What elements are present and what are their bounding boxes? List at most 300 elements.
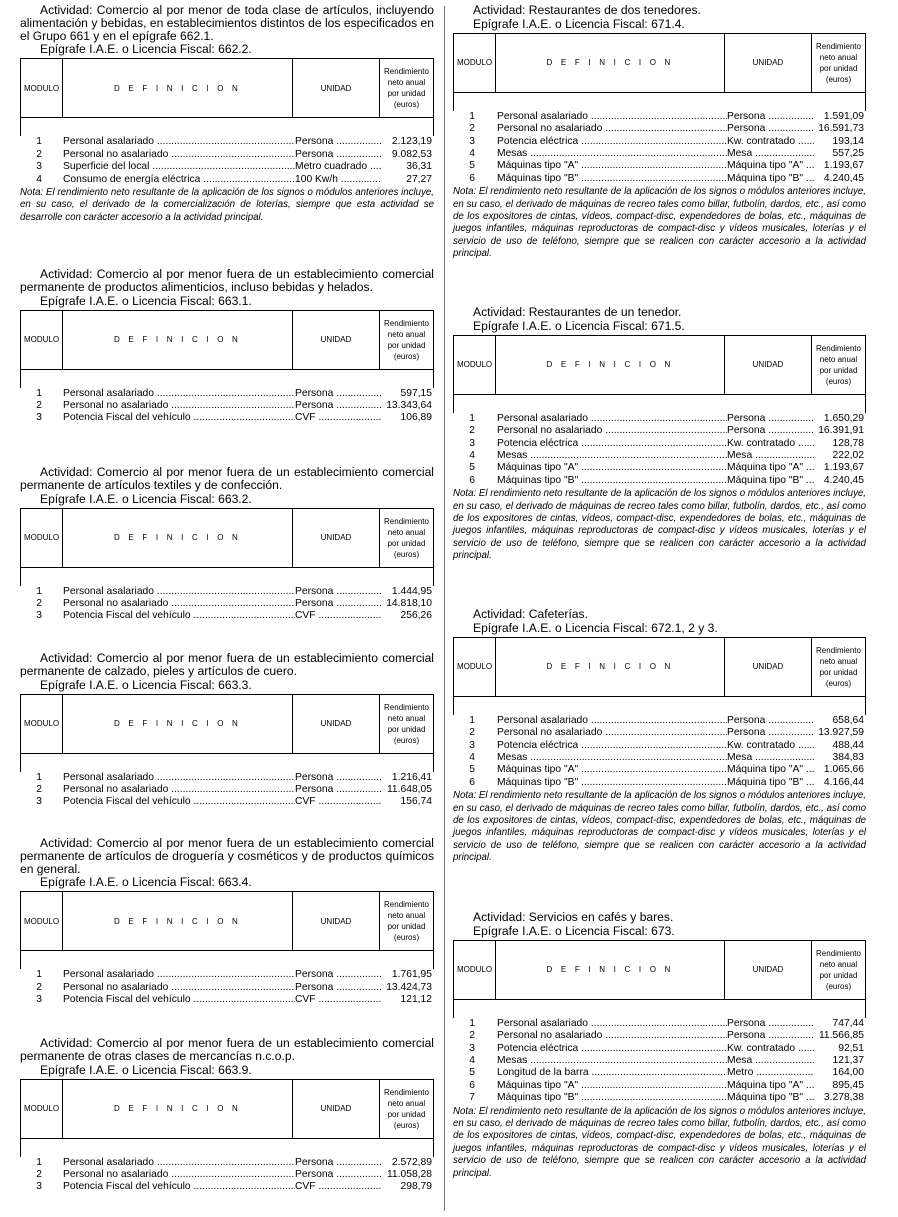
- module-definition-text: Potencia Fiscal del vehículo .....: [63, 1181, 295, 1192]
- header-modulo: MODULO: [21, 509, 63, 567]
- activity-note: Nota: El rendimiento neto resultante de la aplicación de los signos o módulos anteriores incluye, en su caso, el derivado de la comercialización de loterías, siempre que esta actividad se desarrolle con carácter accesorio a la actividad principal.: [20, 186, 434, 223]
- module-unit: [727, 1030, 814, 1042]
- module-definition-text: Personal no asalariado .....: [63, 598, 295, 609]
- table-header-gap: [453, 93, 866, 111]
- module-unit: [727, 475, 814, 487]
- module-unit-text: Persona .....: [295, 1169, 382, 1180]
- module-definition: [63, 784, 295, 796]
- table-row: [20, 136, 434, 148]
- module-value: 36,31: [406, 161, 432, 173]
- module-definition: [497, 1043, 727, 1055]
- module-number: 1: [469, 110, 475, 122]
- table-header: [20, 891, 434, 951]
- module-number: 2: [36, 597, 42, 609]
- module-unit-text: Mesa .....: [727, 450, 814, 461]
- activity-title: Actividad: Comercio al por menor fuera de un establecimiento comercial permanente de artículos textiles y de confección.: [20, 465, 434, 492]
- table-row: [20, 400, 434, 412]
- module-unit: [727, 740, 814, 752]
- module-unit: [727, 764, 814, 776]
- module-number: 1: [36, 1156, 42, 1168]
- module-definition-text: Potencia Fiscal del vehículo .....: [63, 412, 295, 423]
- module-definition-text: Personal asalariado .....: [63, 136, 295, 147]
- header-unidad: UNIDAD: [293, 311, 380, 369]
- module-unit: [727, 1055, 814, 1067]
- module-unit-text: Kw. contratado .....: [727, 740, 814, 751]
- activity-note: Nota: El rendimiento neto resultante de la aplicación de los signos o módulos anteriores incluye, en su caso, el derivado de máquinas de recreo tales como billar, futbolín, dardos, etc., así como de los expositores de cintas, vídeos, compact-disc, expendedores de bolas, etc., máquinas de juegos infantiles, máquinas reproductoras de compact-disc y vídeos musicales, loterías y el servicio de uso de teléfono, siempre que se realicen con carácter accesorio a la actividad principal.: [453, 488, 866, 562]
- header-rendimiento-line: Rendimiento: [816, 343, 861, 353]
- header-modulo: MODULO: [454, 34, 496, 92]
- module-unit-text: Mesa .....: [727, 752, 814, 763]
- module-definition: [63, 412, 295, 424]
- module-unit-text: Metro .....: [727, 1067, 814, 1078]
- header-definicion: D E F I N I C I O N: [496, 336, 725, 394]
- table-row: [453, 1018, 866, 1030]
- module-unit: [295, 1169, 382, 1181]
- module-definition: [63, 149, 295, 161]
- module-unit-text: Máquina tipo "B" .....: [727, 777, 814, 788]
- module-unit: [727, 413, 814, 425]
- module-number: 3: [469, 1042, 475, 1054]
- module-number: 2: [36, 148, 42, 160]
- module-unit: [727, 160, 814, 172]
- module-value: 384,83: [832, 751, 864, 763]
- module-unit-text: Kw. contratado .....: [727, 438, 814, 449]
- header-rendimiento: [812, 941, 865, 999]
- module-unit-text: Persona .....: [727, 1030, 814, 1041]
- module-value: 1.444,95: [391, 585, 432, 597]
- activity-title: Actividad: Comercio al por menor fuera de un establecimiento comercial permanente de productos alimenticios, incluso bebidas y helados.: [20, 267, 434, 294]
- epigrafe-label: Epígrafe I.A.E. o Licencia Fiscal: 662.2.: [40, 42, 252, 57]
- module-definition-text: Personal no asalariado .....: [63, 1169, 295, 1180]
- header-rendimiento-line: neto anual: [387, 329, 426, 339]
- table-row: [453, 727, 866, 739]
- header-rendimiento-line: neto anual: [387, 911, 426, 921]
- module-number: 4: [469, 147, 475, 159]
- module-rows: [453, 413, 866, 487]
- module-number: 6: [469, 776, 475, 788]
- module-value: 27,27: [406, 173, 432, 185]
- module-definition: [497, 123, 727, 135]
- header-rendimiento: [380, 695, 433, 753]
- header-definicion: D E F I N I C I O N: [63, 59, 293, 117]
- header-unidad: UNIDAD: [293, 59, 380, 117]
- header-rendimiento-line: (euros): [393, 549, 420, 559]
- header-rendimiento-line: neto anual: [387, 78, 426, 88]
- module-unit-text: Persona .....: [295, 400, 382, 411]
- module-definition: [497, 413, 727, 425]
- module-unit: [295, 994, 382, 1006]
- table-row: [453, 123, 866, 135]
- module-number: 3: [469, 739, 475, 751]
- table-row: [20, 388, 434, 400]
- header-unidad: UNIDAD: [293, 1080, 380, 1138]
- table-row: [453, 1030, 866, 1042]
- header-rendimiento-line: por unidad: [819, 63, 858, 73]
- activity-section: [453, 4, 866, 261]
- table-row: [20, 982, 434, 994]
- module-number: 3: [36, 412, 42, 424]
- header-rendimiento-line: por unidad: [387, 89, 426, 99]
- header-rendimiento-line: (euros): [393, 100, 420, 110]
- table-header: [453, 33, 866, 93]
- module-definition: [497, 1092, 727, 1104]
- module-definition-text: Personal asalariado .....: [63, 586, 295, 597]
- header-rendimiento-line: por unidad: [387, 340, 426, 350]
- module-value: 16.391,91: [818, 425, 864, 437]
- epigrafe-label: Epígrafe I.A.E. o Licencia Fiscal: 671.5.: [473, 318, 685, 333]
- header-rendimiento-line: neto anual: [387, 527, 426, 537]
- module-value: 298,79: [400, 1181, 432, 1193]
- module-definition-text: Potencia Fiscal del vehículo .....: [63, 994, 295, 1005]
- module-value: 4.166,44: [823, 776, 864, 788]
- module-unit: [295, 149, 382, 161]
- module-number: 2: [36, 399, 42, 411]
- module-unit-text: Persona .....: [727, 727, 814, 738]
- module-definition-text: Potencia Fiscal del vehículo .....: [63, 796, 295, 807]
- module-value: 13.927,59: [818, 727, 864, 739]
- module-value: 9.082,53: [391, 148, 432, 160]
- header-rendimiento-line: (euros): [825, 981, 852, 991]
- module-definition-text: Personal no asalariado .....: [63, 149, 295, 160]
- header-modulo: MODULO: [21, 311, 63, 369]
- module-value: 658,64: [832, 714, 864, 726]
- module-definition-text: Máquinas tipo "A" .....: [497, 160, 727, 171]
- table-header-gap: [20, 754, 434, 772]
- epigrafe-label: Epígrafe I.A.E. o Licencia Fiscal: 671.4.: [473, 16, 685, 31]
- header-rendimiento: [380, 311, 433, 369]
- module-unit-text: 100 Kw/h .....: [295, 174, 382, 185]
- module-number: 1: [36, 969, 42, 981]
- module-definition-text: Personal asalariado .....: [497, 715, 727, 726]
- module-unit-text: Máquina tipo "B" .....: [727, 1092, 814, 1103]
- module-unit: [727, 111, 814, 123]
- module-unit: [727, 1043, 814, 1055]
- table-header-gap: [453, 1000, 866, 1018]
- module-definition: [497, 475, 727, 487]
- header-unidad: UNIDAD: [725, 336, 812, 394]
- module-definition: [497, 727, 727, 739]
- module-number: 5: [469, 1067, 475, 1079]
- table-header-gap: [453, 697, 866, 715]
- module-definition-text: Superficie del local .....: [63, 161, 295, 172]
- module-unit: [727, 715, 814, 727]
- module-definition: [63, 796, 295, 808]
- module-unit: [727, 1018, 814, 1030]
- module-unit-text: Kw. contratado .....: [727, 136, 814, 147]
- module-definition-text: Personal asalariado .....: [497, 111, 727, 122]
- header-rendimiento-line: (euros): [825, 678, 852, 688]
- epigrafe-label: Epígrafe I.A.E. o Licencia Fiscal: 663.4.: [40, 875, 252, 890]
- activity-title: Actividad: Cafeterías.: [473, 607, 588, 621]
- module-definition: [497, 438, 727, 450]
- table-header: [20, 310, 434, 370]
- table-row: [20, 586, 434, 598]
- module-definition-text: Máquinas tipo "B" .....: [497, 1092, 727, 1103]
- module-unit-text: CVF .....: [295, 412, 382, 423]
- module-unit: [727, 173, 814, 185]
- module-value: 557,25: [832, 147, 864, 159]
- module-value: 1.193,67: [823, 462, 864, 474]
- header-rendimiento: [812, 34, 865, 92]
- module-value: 1.650,29: [823, 412, 864, 424]
- module-unit: [295, 388, 382, 400]
- module-definition-text: Potencia eléctrica .....: [497, 740, 727, 751]
- module-value: 106,89: [400, 412, 432, 424]
- header-definicion: D E F I N I C I O N: [63, 892, 293, 950]
- module-definition-text: Personal asalariado .....: [497, 1018, 727, 1029]
- epigrafe-label: Epígrafe I.A.E. o Licencia Fiscal: 663.9.: [40, 1062, 252, 1077]
- module-number: 1: [469, 1017, 475, 1029]
- module-number: 4: [36, 173, 42, 185]
- table-row: [20, 772, 434, 784]
- table-row: [20, 784, 434, 796]
- table-row: [453, 715, 866, 727]
- module-definition-text: Potencia eléctrica .....: [497, 136, 727, 147]
- module-unit: [295, 784, 382, 796]
- module-value: 128,78: [832, 437, 864, 449]
- header-rendimiento-line: Rendimiento: [384, 702, 429, 712]
- module-rows: [453, 111, 866, 185]
- module-unit: [727, 727, 814, 739]
- module-value: 895,45: [832, 1079, 864, 1091]
- table-row: [453, 777, 866, 789]
- table-header-gap: [20, 370, 434, 388]
- header-modulo: MODULO: [21, 695, 63, 753]
- activity-section: [453, 306, 866, 563]
- module-unit-text: CVF .....: [295, 1181, 382, 1192]
- module-definition: [497, 777, 727, 789]
- module-definition: [497, 1018, 727, 1030]
- module-rows: [20, 136, 434, 186]
- module-value: 1.065,66: [823, 764, 864, 776]
- module-definition: [63, 994, 295, 1006]
- module-value: 121,12: [400, 994, 432, 1006]
- activity-section: [20, 1037, 434, 1194]
- module-number: 3: [469, 437, 475, 449]
- header-rendimiento-line: neto anual: [387, 1098, 426, 1108]
- module-number: 1: [36, 387, 42, 399]
- module-definition-text: Personal no asalariado .....: [63, 982, 295, 993]
- module-unit-text: Máquina tipo "A" .....: [727, 462, 814, 473]
- module-unit-text: Persona .....: [727, 1018, 814, 1029]
- table-row: [453, 438, 866, 450]
- module-definition: [497, 136, 727, 148]
- module-unit-text: Persona .....: [727, 123, 814, 134]
- table-header-gap: [20, 568, 434, 586]
- module-unit: [727, 462, 814, 474]
- table-header: [453, 940, 866, 1000]
- module-definition: [63, 1169, 295, 1181]
- module-value: 1.761,95: [391, 969, 432, 981]
- module-value: 13.343,64: [386, 399, 432, 411]
- header-rendimiento: [380, 1080, 433, 1138]
- module-unit-text: Mesa .....: [727, 1055, 814, 1066]
- module-definition: [63, 1157, 295, 1169]
- header-rendimiento: [812, 638, 865, 696]
- module-definition: [63, 400, 295, 412]
- module-definition: [497, 462, 727, 474]
- epigrafe-label: Epígrafe I.A.E. o Licencia Fiscal: 663.3.: [40, 677, 252, 692]
- module-definition-text: Personal no asalariado .....: [497, 727, 727, 738]
- header-rendimiento-line: (euros): [393, 1120, 420, 1130]
- module-unit-text: Persona .....: [295, 598, 382, 609]
- module-number: 2: [469, 123, 475, 135]
- header-rendimiento: [812, 336, 865, 394]
- module-unit: [295, 772, 382, 784]
- module-unit-text: Máquina tipo "A" .....: [727, 160, 814, 171]
- table-row: [453, 475, 866, 487]
- module-definition: [63, 1181, 295, 1193]
- module-unit: [295, 982, 382, 994]
- table-row: [20, 174, 434, 186]
- module-rows: [453, 1018, 866, 1105]
- module-number: 7: [469, 1092, 475, 1104]
- module-unit-text: Persona .....: [295, 388, 382, 399]
- header-modulo: MODULO: [21, 1080, 63, 1138]
- module-unit-text: Persona .....: [727, 425, 814, 436]
- activity-section: [453, 911, 866, 1180]
- module-rows: [20, 388, 434, 425]
- epigrafe-label: Epígrafe I.A.E. o Licencia Fiscal: 663.2.: [40, 491, 252, 506]
- module-value: 92,51: [838, 1042, 864, 1054]
- module-definition: [63, 388, 295, 400]
- table-row: [453, 425, 866, 437]
- module-value: 11.566,85: [818, 1030, 864, 1042]
- table-row: [20, 1157, 434, 1169]
- header-rendimiento-line: Rendimiento: [384, 67, 429, 77]
- activity-note: Nota: El rendimiento neto resultante de la aplicación de los signos o módulos anteriores incluye, en su caso, el derivado de máquinas de recreo tales como billar, futbolín, dardos, etc., así como de los expositores de cintas, vídeos, compact-disc, expendedores de bolas, etc., máquinas de juegos infantiles, máquinas reproductoras de compact-disc y vídeos musicales, loterías y el servicio de uso de teléfono, siempre que se realicen con carácter accesorio a la actividad principal.: [453, 790, 866, 864]
- module-value: 1.193,67: [823, 160, 864, 172]
- epigrafe-label: Epígrafe I.A.E. o Licencia Fiscal: 672.1, 2 y 3.: [473, 620, 718, 635]
- module-value: 14.818,10: [386, 597, 432, 609]
- module-value: 13.424,73: [386, 981, 432, 993]
- module-unit: [727, 450, 814, 462]
- header-modulo: MODULO: [21, 892, 63, 950]
- table-row: [453, 148, 866, 160]
- module-definition: [497, 148, 727, 160]
- header-definicion: D E F I N I C I O N: [496, 34, 725, 92]
- module-unit: [727, 148, 814, 160]
- module-unit: [727, 752, 814, 764]
- module-unit-text: Mesa .....: [727, 148, 814, 159]
- header-rendimiento-line: por unidad: [819, 970, 858, 980]
- module-number: 3: [36, 161, 42, 173]
- module-value: 11.058,28: [386, 1168, 432, 1180]
- module-unit-text: Persona .....: [295, 586, 382, 597]
- module-unit-text: Máquina tipo "B" .....: [727, 173, 814, 184]
- module-rows: [20, 772, 434, 809]
- module-unit: [727, 136, 814, 148]
- module-definition: [497, 715, 727, 727]
- module-definition-text: Personal no asalariado .....: [497, 425, 727, 436]
- module-number: 3: [36, 1181, 42, 1193]
- module-unit-text: Máquina tipo "B" .....: [727, 475, 814, 486]
- column-divider: [444, 6, 445, 1211]
- header-rendimiento-line: Rendimiento: [384, 318, 429, 328]
- header-rendimiento: [380, 509, 433, 567]
- header-unidad: UNIDAD: [725, 34, 812, 92]
- table-row: [453, 173, 866, 185]
- header-definicion: D E F I N I C I O N: [63, 695, 293, 753]
- module-unit-text: Persona .....: [295, 149, 382, 160]
- module-unit: [727, 1092, 814, 1104]
- module-unit: [295, 969, 382, 981]
- module-unit-text: Metro cuadrado .....: [295, 161, 382, 172]
- table-row: [20, 796, 434, 808]
- module-definition-text: Mesas .....: [497, 1055, 727, 1066]
- module-definition-text: Personal no asalariado .....: [497, 1030, 727, 1041]
- table-row: [453, 413, 866, 425]
- header-rendimiento-line: (euros): [825, 74, 852, 84]
- table-row: [20, 149, 434, 161]
- module-number: 1: [469, 412, 475, 424]
- header-rendimiento-line: neto anual: [819, 354, 858, 364]
- module-unit-text: CVF .....: [295, 994, 382, 1005]
- header-rendimiento-line: por unidad: [387, 724, 426, 734]
- module-definition-text: Potencia eléctrica .....: [497, 1043, 727, 1054]
- module-definition-text: Personal no asalariado .....: [497, 123, 727, 134]
- module-value: 11.648,05: [386, 783, 432, 795]
- module-number: 5: [469, 462, 475, 474]
- module-definition-text: Máquinas tipo "A" .....: [497, 462, 727, 473]
- module-unit: [727, 777, 814, 789]
- module-number: 5: [469, 764, 475, 776]
- header-unidad: UNIDAD: [725, 638, 812, 696]
- table-row: [20, 994, 434, 1006]
- module-unit-text: Persona .....: [727, 413, 814, 424]
- module-number: 1: [36, 771, 42, 783]
- module-definition: [63, 586, 295, 598]
- table-row: [453, 160, 866, 172]
- module-value: 222,02: [832, 449, 864, 461]
- module-unit: [727, 123, 814, 135]
- module-unit: [727, 1067, 814, 1079]
- module-number: 2: [469, 1030, 475, 1042]
- module-rows: [20, 969, 434, 1006]
- module-unit: [295, 610, 382, 622]
- module-unit-text: CVF .....: [295, 796, 382, 807]
- module-unit-text: Persona .....: [295, 982, 382, 993]
- module-definition: [63, 969, 295, 981]
- module-unit: [295, 1181, 382, 1193]
- header-rendimiento-line: neto anual: [819, 656, 858, 666]
- module-definition-text: Personal asalariado .....: [63, 388, 295, 399]
- header-modulo: MODULO: [21, 59, 63, 117]
- table-row: [453, 1055, 866, 1067]
- module-unit-text: Persona .....: [295, 1157, 382, 1168]
- header-rendimiento: [380, 59, 433, 117]
- activity-title: Actividad: Restaurantes de un tenedor.: [473, 305, 682, 319]
- header-rendimiento-line: por unidad: [387, 538, 426, 548]
- activity-title: Actividad: Restaurantes de dos tenedores.: [473, 3, 701, 17]
- module-definition: [497, 111, 727, 123]
- module-unit: [295, 400, 382, 412]
- module-unit: [295, 586, 382, 598]
- activity-note: Nota: El rendimiento neto resultante de la aplicación de los signos o módulos anteriores incluye, en su caso, el derivado de máquinas de recreo tales como billar, futbolín, dardos, etc., así como de los expositores de cintas, vídeos, compact-disc, expendedores de bolas, etc., máquinas de juegos infantiles, máquinas reproductoras de compact-disc y vídeos musicales, loterías y el servicio de uso de teléfono, siempre que se realicen con carácter accesorio a la actividad principal.: [453, 1105, 866, 1179]
- module-value: 488,44: [832, 739, 864, 751]
- module-unit: [295, 796, 382, 808]
- module-definition: [497, 450, 727, 462]
- module-definition-text: Máquinas tipo "A" .....: [497, 764, 727, 775]
- module-value: 4.240,45: [823, 474, 864, 486]
- module-definition: [497, 1080, 727, 1092]
- module-definition: [63, 982, 295, 994]
- module-definition-text: Potencia Fiscal del vehículo .....: [63, 610, 295, 621]
- module-number: 4: [469, 751, 475, 763]
- activity-section: [20, 837, 434, 1007]
- module-rows: [453, 715, 866, 789]
- module-unit: [295, 174, 382, 186]
